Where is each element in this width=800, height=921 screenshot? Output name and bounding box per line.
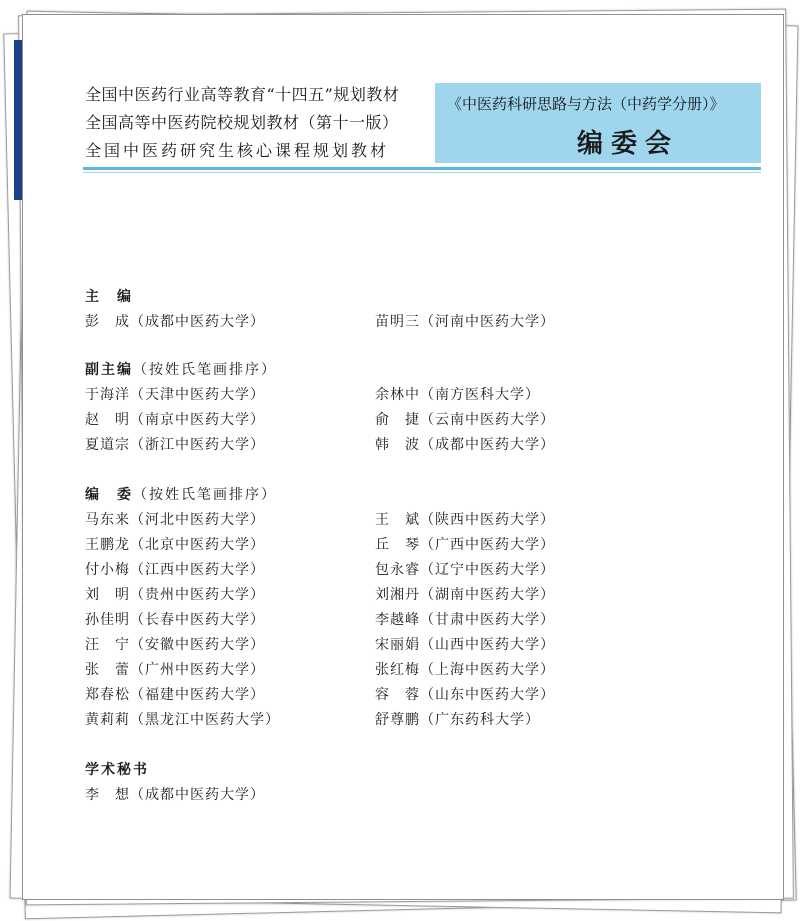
section-academic-secretary [85,758,375,808]
title-box [435,83,761,163]
list-row [85,383,665,408]
series-header [85,81,399,165]
member-entry: 余林中（南方医科大学） [375,387,540,403]
series-line-3: 全国中医药研究生核心课程规划教材 [85,141,390,160]
section-committee-members [85,483,665,733]
list-row [85,583,665,608]
member-entry: 宋丽娟（山西中医药大学） [375,637,555,653]
header-rule [83,167,761,170]
list-row [85,508,665,533]
member-entry: 韩 波（成都中医药大学） [375,437,555,453]
list-row [85,633,665,658]
document-page [22,14,784,900]
list-row [85,683,665,708]
list-row [85,783,375,808]
member-entry: 容 蓉（山东中医药大学） [375,687,555,703]
member-entry: 苗明三（河南中医药大学） [375,314,555,330]
member-entry: 舒尊鹏（广东药科大学） [375,712,540,728]
member-entry: 张红梅（上海中医药大学） [375,662,555,678]
section-note: （按姓氏笔画排序） [133,362,277,378]
book-title: 《中医药科研思路与方法（中药学分册）》 [447,95,725,113]
member-entry: 赵 明（南京中医药大学） [85,412,265,428]
member-entry: 王 斌（陕西中医药大学） [375,512,555,528]
list-row [85,533,665,558]
member-entry: 刘湘丹（湖南中医药大学） [375,587,555,603]
list-row [85,658,665,683]
member-entry: 王鹏龙（北京中医药大学） [85,537,265,553]
list-row [85,708,665,733]
series-line-2: 全国高等中医药院校规划教材（第十一版） [85,113,399,132]
section-title: 主 编 [85,289,133,305]
list-row [85,310,665,335]
member-entry: 郑春松（福建中医药大学） [85,687,265,703]
section-title: 学术秘书 [85,762,149,778]
left-cover-accent [14,40,22,200]
member-entry: 俞 捷（云南中医药大学） [375,412,555,428]
member-entry: 黄莉莉（黑龙江中医药大学） [85,712,280,728]
series-line-1: 全国中医药行业高等教育“十四五”规划教材 [85,85,400,104]
section-note: （按姓氏笔画排序） [133,487,277,503]
list-row [85,558,665,583]
list-row [85,608,665,633]
member-entry: 汪 宁（安徽中医药大学） [85,637,265,653]
section-title: 副主编 [85,362,133,378]
section-chief-editors [85,285,665,335]
member-entry: 付小梅（江西中医药大学） [85,562,265,578]
section-title: 编 委 [85,487,133,503]
member-entry: 李越峰（甘肃中医药大学） [375,612,555,628]
header-rule-thin [83,172,761,173]
member-entry: 刘 明（贵州中医药大学） [85,587,265,603]
board-label: 编委会 [576,129,679,159]
member-entry: 丘 琴（广西中医药大学） [375,537,555,553]
member-entry: 孙佳明（长春中医药大学） [85,612,265,628]
member-entry: 于海洋（天津中医药大学） [85,387,265,403]
list-row [85,433,665,458]
member-entry: 李 想（成都中医药大学） [85,787,265,803]
member-entry: 彭 成（成都中医药大学） [85,314,265,330]
section-deputy-editors [85,358,665,458]
member-entry: 张 蕾（广州中医药大学） [85,662,265,678]
member-entry: 夏道宗（浙江中医药大学） [85,437,265,453]
member-entry: 马东来（河北中医药大学） [85,512,265,528]
member-entry: 包永睿（辽宁中医药大学） [375,562,555,578]
list-row [85,408,665,433]
